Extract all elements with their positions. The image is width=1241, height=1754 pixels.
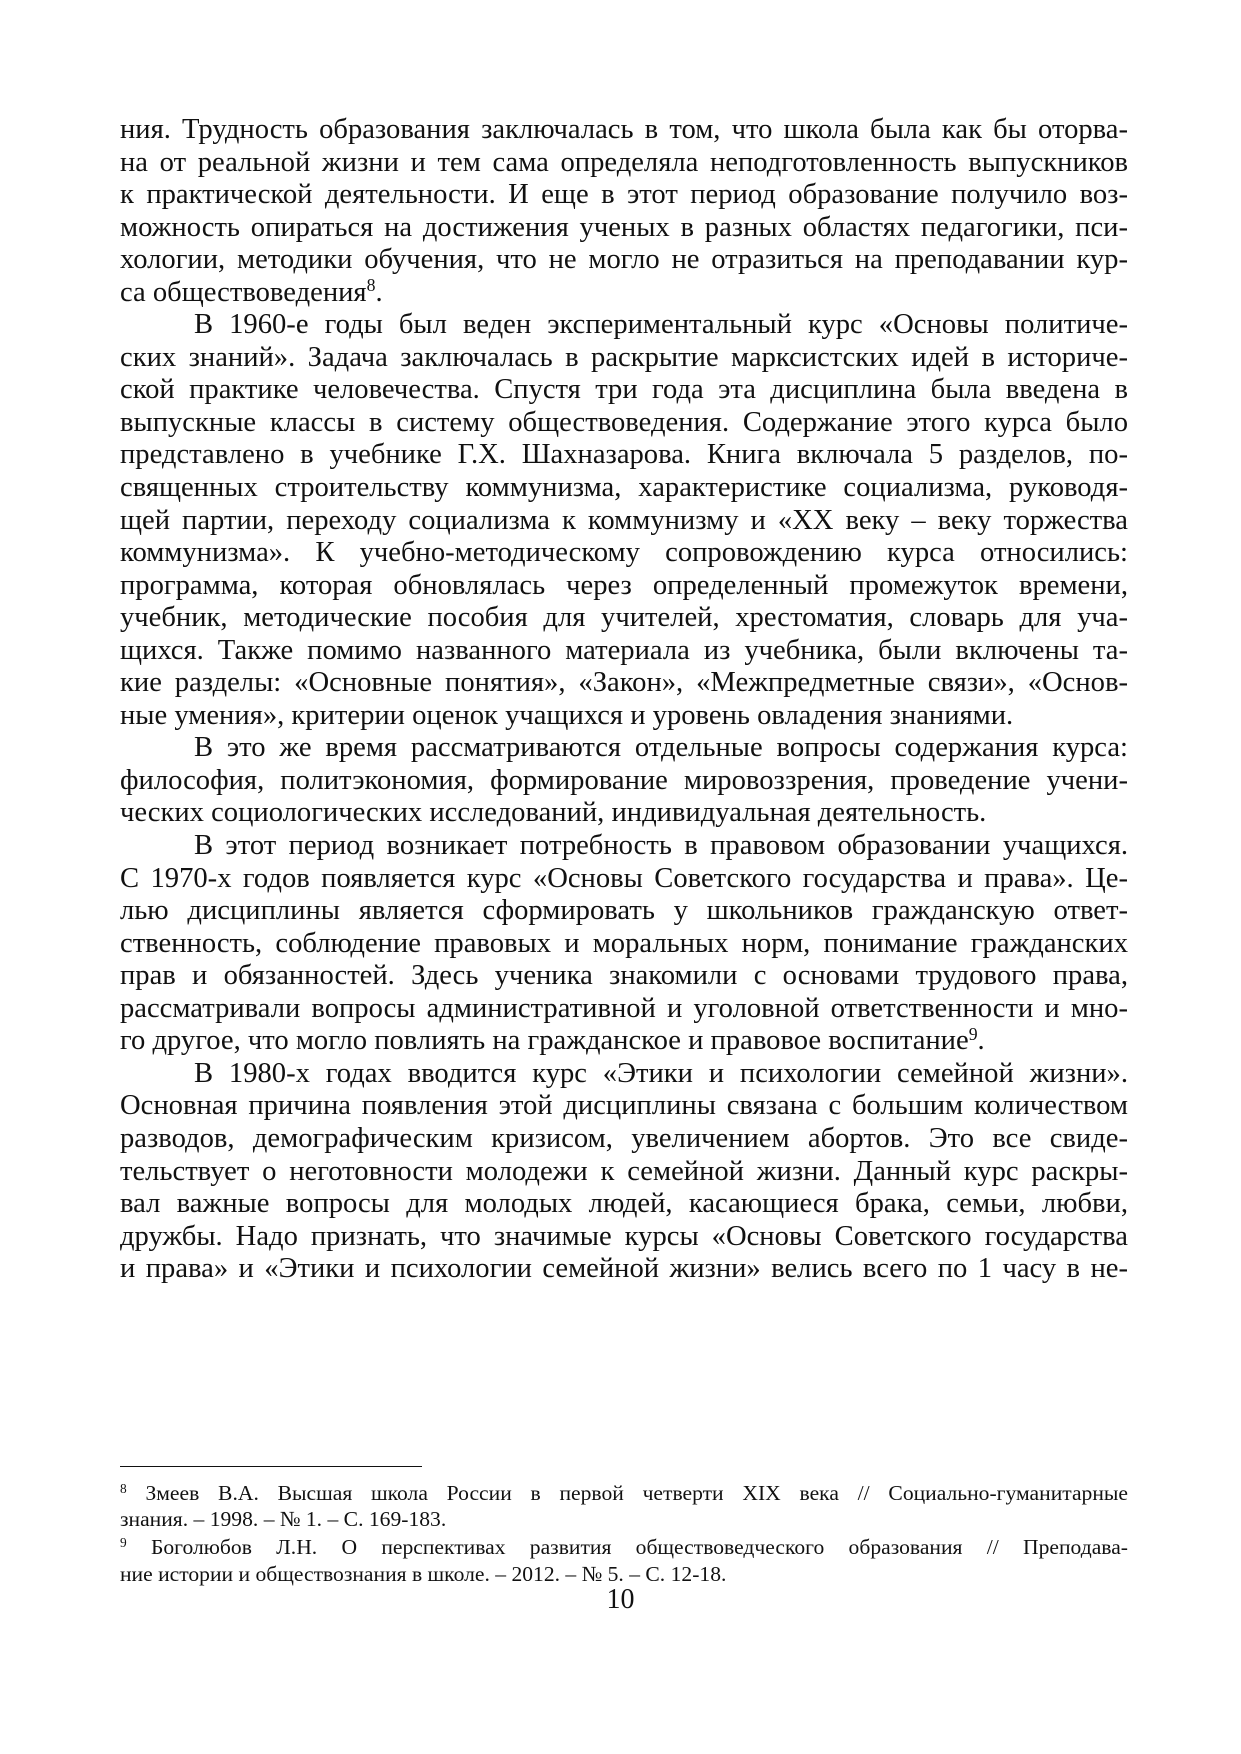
text-line: к практической деятельности. И еще в этот период образование получило воз-	[120, 179, 1128, 211]
text-line: дружбы. Надо признать, что значимые курсы «Основы Советского государства	[120, 1220, 1128, 1252]
paragraph-4	[120, 830, 1128, 1058]
text-line: выпускные классы в систему обществоведения. Содержание этого курса было	[120, 406, 1128, 438]
footnote-line	[120, 1480, 1128, 1506]
paragraph-1	[120, 114, 1128, 309]
footnotes	[120, 1480, 1128, 1589]
text-line: С 1970-х годов появляется курс «Основы Советского государства и права». Це-	[120, 862, 1128, 894]
text-line-first: В это же время рассматриваются отдельные вопросы содержания курса:	[194, 732, 1128, 764]
paragraph-2	[120, 309, 1128, 732]
text-line: и права» и «Этики и психологии семейной жизни» велись всего по 1 часу в не-	[120, 1253, 1128, 1285]
footnote-ref-8[interactable]: 8	[366, 274, 376, 295]
text-line: на от реальной жизни и тем сама определяла неподготовленность выпускников	[120, 146, 1128, 178]
footnote-separator	[120, 1466, 422, 1467]
paragraph-3	[120, 732, 1128, 830]
text-line-last	[120, 1025, 1128, 1058]
text-line: разводов, демографическим кризисом, увеличением абортов. Это все свиде-	[120, 1122, 1128, 1154]
text-line: рассматривали вопросы административной и уголовной ответственности и мно-	[120, 992, 1128, 1024]
sentence-end: .	[375, 276, 383, 308]
footnote-line	[120, 1534, 1128, 1560]
footnote-line: ние истории и обществознания в школе. – 2012. – № 5. – С. 12-18.	[120, 1561, 727, 1586]
footnote-line: знания. – 1998. – № 1. – С. 169-183.	[120, 1507, 447, 1532]
footnote-text: Змеев В.А. Высшая школа России в первой четверти XIX века // Социально-гуманитарные	[145, 1481, 1128, 1505]
footnote-9	[120, 1534, 1128, 1586]
text-line: ских знаний». Задача заключалась в раскрытие марксистских идей в историче-	[120, 341, 1128, 373]
text-line-last	[120, 274, 1128, 310]
text-line: ственность, соблюдение правовых и моральных норм, понимание гражданских	[120, 927, 1128, 959]
text-line: хологии, методики обучения, что не могло не отразиться на преподавании кур-	[120, 244, 1128, 276]
text-line: щей партии, переходу социализма к коммунизму и «XX веку – веку торжества	[120, 504, 1128, 536]
footnote-8	[120, 1480, 1128, 1532]
text-line: тельствует о неготовности молодежи к семейной жизни. Данный курс раскры-	[120, 1155, 1128, 1187]
text-line: можность опираться на достижения ученых в разных областях педагогики, пси-	[120, 211, 1128, 243]
page-number: 10	[606, 1584, 635, 1615]
footnote-ref-9[interactable]: 9	[968, 1023, 978, 1044]
text-line: священных строительству коммунизма, характеристике социализма, руководя-	[120, 472, 1128, 504]
text-line: вал важные вопросы для молодых людей, касающиеся брака, семьи, любви,	[120, 1188, 1128, 1220]
text-line-first: В 1960-е годы был веден экспериментальный курс «Основы политиче-	[194, 309, 1128, 341]
text-line: программа, которая обновлялась через определенный промежуток времени,	[120, 569, 1128, 601]
text-line: щихся. Также помимо названного материала из учебника, были включены та-	[120, 634, 1128, 666]
text-line: Основная причина появления этой дисциплины связана с большим количеством	[120, 1090, 1128, 1122]
body-text	[120, 114, 1128, 1286]
text-line: учебник, методические пособия для учителей, хрестоматия, словарь для уча-	[120, 602, 1128, 634]
text-line: представлено в учебнике Г.Х. Шахназарова. Книга включала 5 разделов, по-	[120, 439, 1128, 471]
text-line-first: В 1980-х годах вводится курс «Этики и психологии семейной жизни».	[194, 1057, 1128, 1089]
text-line-last: ческих социологических исследований, индивидуальная деятельность.	[120, 797, 987, 829]
text-line: коммунизма». К учебно-методическому сопровождению курса относились:	[120, 537, 1128, 569]
text-line-first: В этот период возникает потребность в правовом образовании учащихся.	[194, 830, 1128, 862]
text-fragment: го другое, что могло повлиять на гражданское и правовое воспитание	[120, 1025, 969, 1057]
text-fragment: са обществоведения	[120, 276, 367, 308]
paragraph-5	[120, 1058, 1128, 1286]
footnote-number: 8	[120, 1480, 127, 1496]
text-line: прав и обязанностей. Здесь ученика знакомили с основами трудового права,	[120, 960, 1128, 992]
text-line: ской практике человечества. Спустя три года эта дисциплина была введена в	[120, 374, 1128, 406]
footnote-text: Боголюбов Л.Н. О перспективах развития обществоведческого образования // Преподава-	[150, 1535, 1128, 1560]
text-line: ния. Трудность образования заключалась в том, что школа была как бы оторва-	[120, 114, 1128, 145]
text-line: кие разделы: «Основные понятия», «Закон», «Межпредметные связи», «Основ-	[120, 667, 1128, 699]
text-line-last: ные умения», критерии оценок учащихся и уровень овладения знаниями.	[120, 699, 1014, 731]
text-line: философия, политэкономия, формирование мировоззрения, проведение учени-	[120, 764, 1128, 796]
sentence-end: .	[977, 1025, 985, 1057]
text-line: лью дисциплины является сформировать у школьников гражданскую ответ-	[120, 895, 1128, 927]
footnote-number: 9	[120, 1535, 127, 1551]
